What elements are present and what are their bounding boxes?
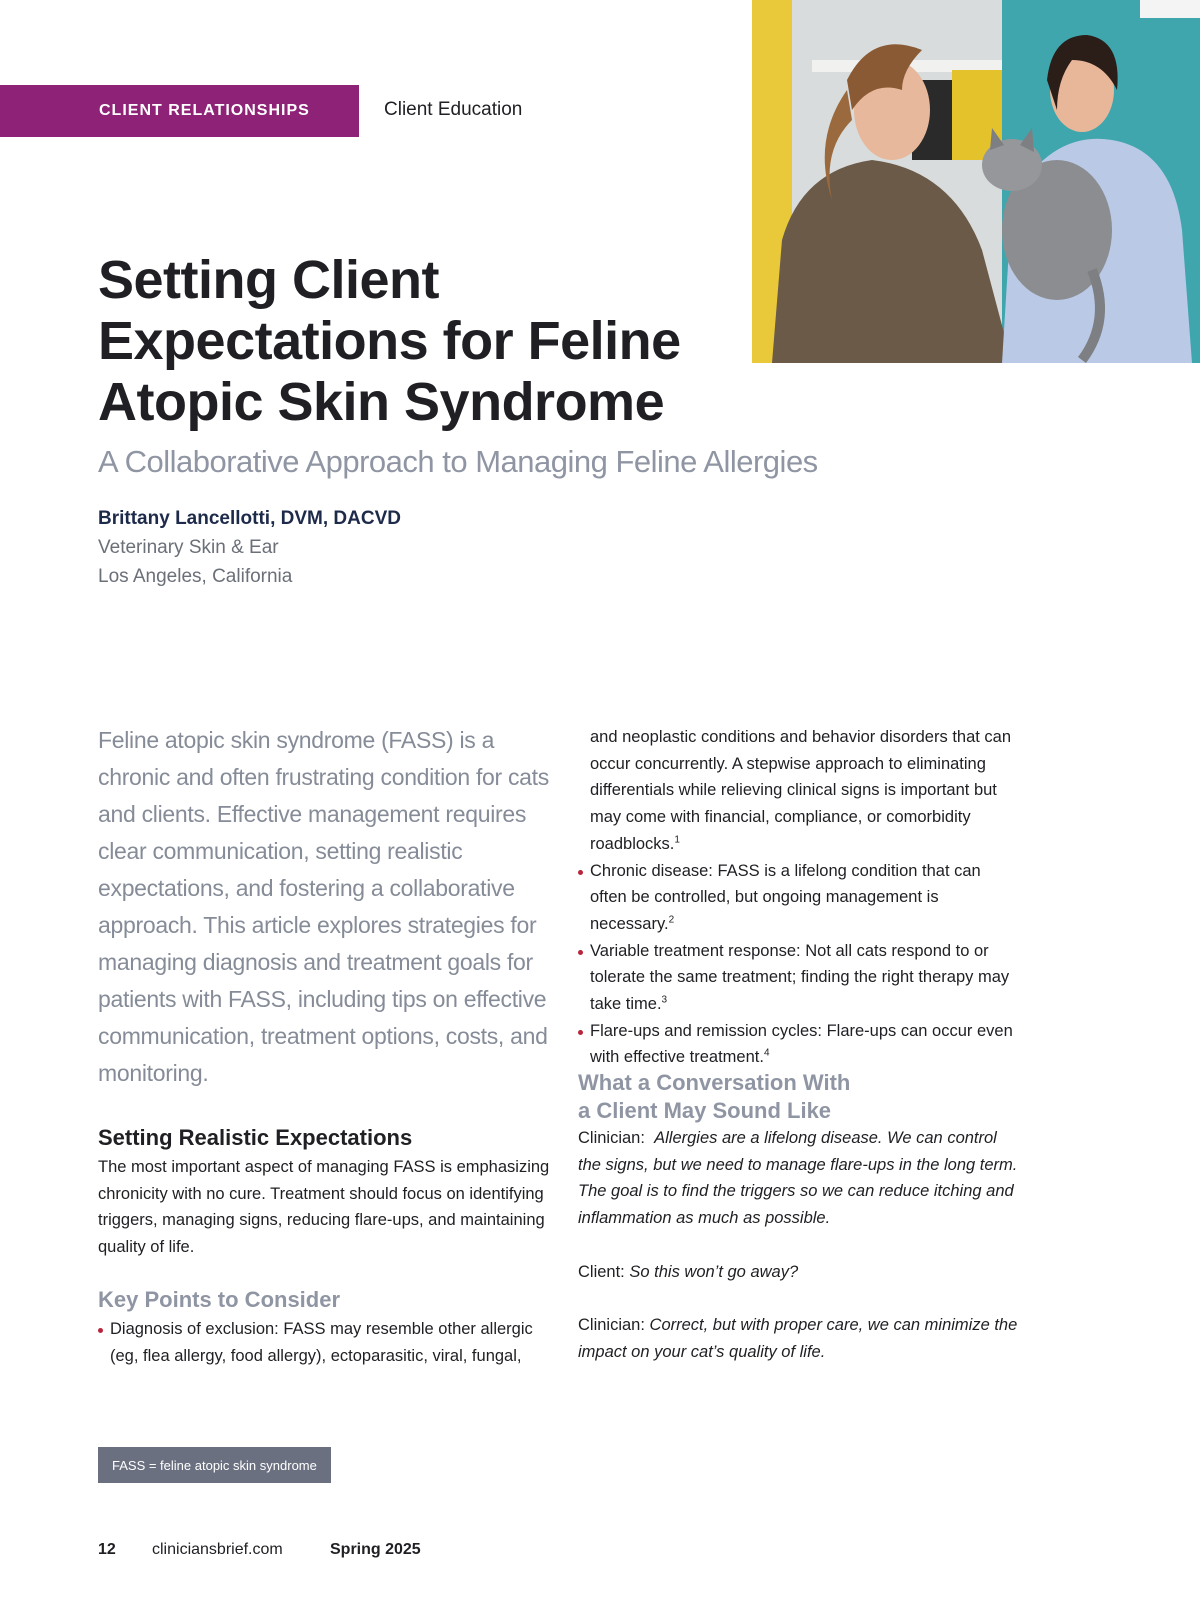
- list-item-continued: [578, 724, 1018, 858]
- article-subtitle: A Collaborative Approach to Managing Feline Allergies: [98, 444, 818, 479]
- subsection-label: Client Education: [384, 99, 523, 120]
- conversation-section: [578, 1069, 1018, 1365]
- dialogue-line: [578, 1312, 1018, 1365]
- expectations-body: The most important aspect of managing FASS is emphasizing chronicity with no cure. Treatment should focus on identifying triggers, managing signs, reducing flare-ups, and maintaining quality of life.: [98, 1158, 550, 1257]
- dialogue-line: [578, 1125, 1018, 1232]
- author-name: Brittany Lancellotti, DVM, DACVD: [98, 508, 401, 529]
- key-points-heading: Key Points to Consider: [98, 1287, 341, 1312]
- intro-paragraph: Feline atopic skin syndrome (FASS) is a chronic and often frustrating condition for cats and clients. Effective management requires clear communication, setting realistic expectations, and fostering a collaborative approach. This article explores strategies for managing diagnosis and treatment goals for patients with FASS, including tips on effective communication, treatment options, costs, and monitoring.: [98, 727, 549, 1086]
- speaker-label: Clinician:: [578, 1315, 645, 1334]
- photo-illustration: [752, 0, 1200, 363]
- reference-mark: 2: [668, 914, 675, 926]
- speaker-label: Clinician:: [578, 1129, 645, 1147]
- speaker-label: Client:: [578, 1262, 625, 1281]
- conversation-heading-line1: What a Conversation With: [578, 1070, 851, 1095]
- reference-mark: 3: [661, 994, 668, 1006]
- list-item-text: Flare-ups and remission cycles: Flare-ups can occur even with effective treatment.: [590, 1021, 1013, 1067]
- author-affiliation: Veterinary Skin & Ear: [98, 537, 279, 558]
- conversation-heading-line2: a Client May Sound Like: [578, 1098, 832, 1123]
- list-item: [98, 1316, 554, 1369]
- article-photo: [752, 0, 1200, 363]
- list-item: [578, 1018, 1018, 1071]
- article-title: Setting Client Expectations for Feline Atopic Skin Syndrome: [98, 250, 681, 432]
- issue-label: Spring 2025: [330, 1541, 421, 1558]
- reference-mark: 1: [674, 834, 680, 846]
- abbreviation-box: FASS = feline atopic skin syndrome: [98, 1447, 331, 1483]
- bullet-dot: [98, 1328, 103, 1333]
- key-points-list-continued: [578, 858, 1018, 1072]
- bullet-dot: [578, 950, 583, 955]
- conversation-dialogue: [578, 1125, 1018, 1365]
- section-label: CLIENT RELATIONSHIPS: [99, 102, 310, 119]
- dialogue-line: [578, 1259, 1018, 1286]
- list-item: [578, 858, 1018, 938]
- site-link[interactable]: cliniciansbrief.com: [152, 1541, 283, 1558]
- list-item: [578, 938, 1018, 1018]
- dialogue-text: Correct, but with proper care, we can minimize the impact on your cat’s quality of life.: [578, 1315, 1018, 1361]
- key-points-continued: [578, 724, 1018, 1071]
- reference-mark: 4: [763, 1047, 770, 1059]
- bullet-dot: [578, 870, 583, 875]
- expectations-heading: Setting Realistic Expectations: [98, 1125, 413, 1150]
- expectations-section: [98, 1124, 558, 1261]
- dialogue-text: So this won’t go away?: [629, 1262, 799, 1281]
- section-tag: [0, 85, 359, 137]
- list-item-text: Variable treatment response: Not all cats respond to or tolerate the same treatment; finding the right therapy may take time.: [590, 941, 1010, 1014]
- list-item-text: Diagnosis of exclusion: FASS may resemble other allergic (eg, flea allergy, food allergy), ectoparasitic, viral, fungal,: [110, 1320, 533, 1365]
- list-item-text: Chronic disease: FASS is a lifelong condition that can often be controlled, but ongoing management is necessary.: [590, 861, 981, 933]
- key-points-section: [98, 1286, 554, 1369]
- author-location: Los Angeles, California: [98, 566, 293, 587]
- list-item-text: and neoplastic conditions and behavior disorders that can occur concurrently. A stepwise approach to eliminating differentials while relieving clinical signs is important but may come with financial, compliance, or comorbidity roadblocks.: [590, 728, 1012, 853]
- key-points-list: [98, 1316, 554, 1369]
- bullet-dot: [578, 1030, 583, 1035]
- dialogue-text: Allergies are a lifelong disease. We can control the signs, but we need to manage flare-ups in the long term. The goal is to find the triggers so we can reduce itching and inflammation as much as possible.: [578, 1129, 1018, 1228]
- page-number: 12: [98, 1541, 116, 1558]
